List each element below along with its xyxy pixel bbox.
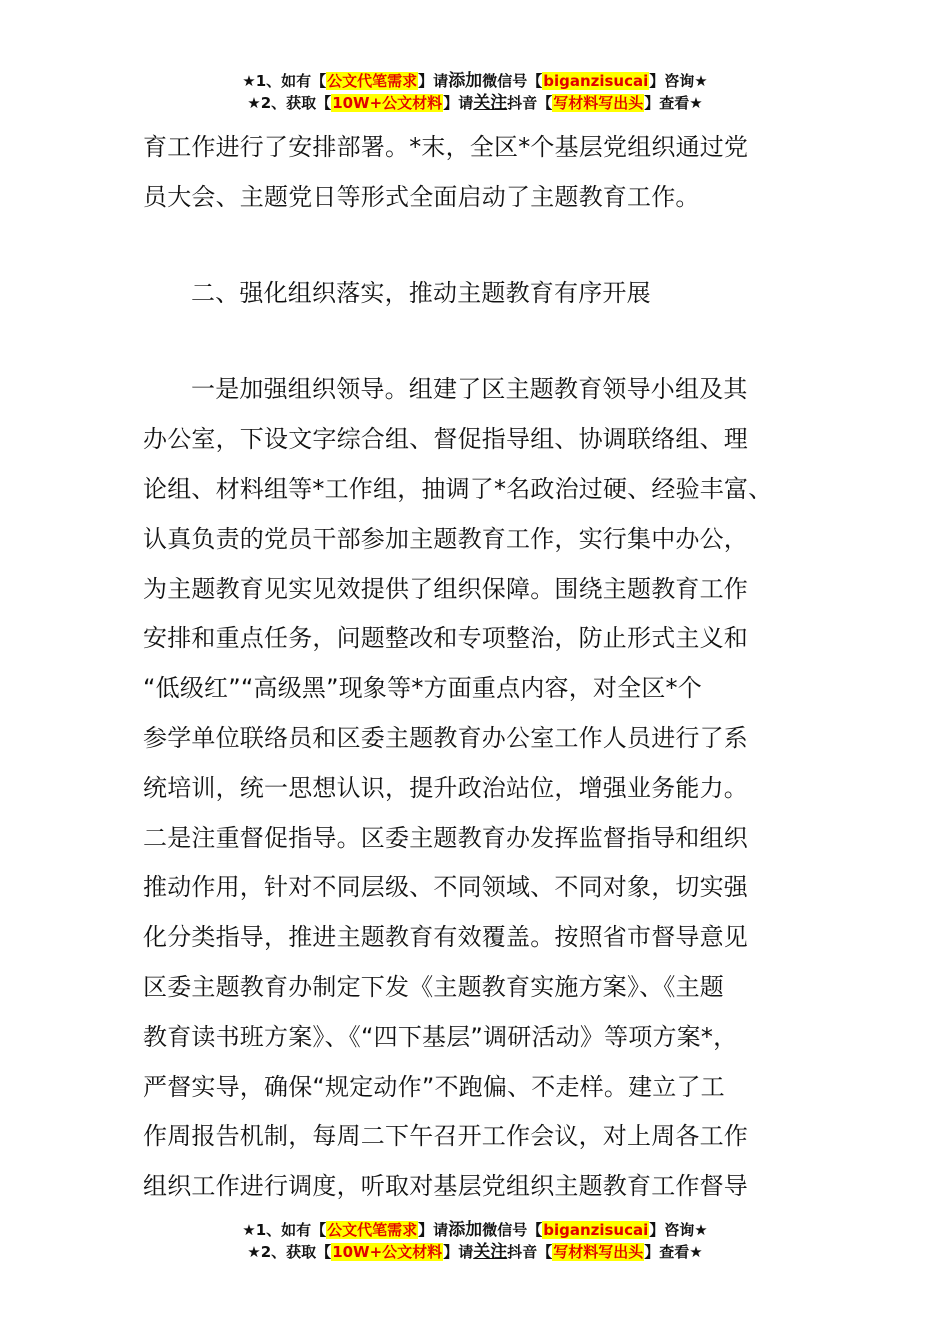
text-line: 安排和重点任务，问题整改和专项整治，防止形式主义和: [143, 624, 748, 653]
text-line: 区委主题教育办制定下发《主题教育实施方案》、《主题: [143, 972, 724, 1001]
text-line: 教育读书班方案》、《“四下基层”调研活动》等项方案*，: [143, 1022, 738, 1051]
paragraph-gap: [143, 318, 815, 365]
banner-highlight: 10W+公文材料: [332, 94, 443, 112]
banner-line-2: [0, 1241, 950, 1263]
banner-text: ★1、如有【: [242, 72, 327, 90]
banner-highlight: 写材料写出头: [553, 1243, 644, 1261]
banner-text: 】查看★: [644, 1243, 703, 1261]
text-line: 推动作用，针对不同层级、不同领域、不同对象，切实强: [143, 873, 748, 902]
banner-emphasis: 关注: [473, 1242, 508, 1262]
text-line: 二是注重督促指导。区委主题教育办发挥监督指导和组织: [143, 823, 748, 852]
document-body: [143, 123, 815, 1212]
banner-highlight: biganzisucai: [543, 72, 649, 90]
banner-line-2: [0, 92, 950, 114]
banner-text: 】请: [443, 1243, 474, 1261]
banner-text: ★2、获取【: [247, 94, 332, 112]
text-line: 论组、材料组等*工作组，抽调了*名政治过硬、经验丰富、: [143, 474, 773, 503]
paragraph-gap: [143, 223, 815, 269]
text-line: 统培训，统一思想认识，提升政治站位，增强业务能力。: [143, 773, 748, 802]
text-line: 组织工作进行调度，听取对基层党组织主题教育工作督导: [143, 1172, 748, 1201]
banner-text: 微信号【: [482, 1221, 543, 1239]
banner-highlight: 公文代笔需求: [327, 1221, 418, 1239]
banner-text: 】请: [418, 72, 449, 90]
text-line: “低级红”“高级黑”现象等*方面重点内容，对全区*个: [143, 674, 702, 703]
banner-text: ★2、获取【: [247, 1243, 332, 1261]
banner-text: 】咨询★: [649, 1221, 708, 1239]
top-banner: [0, 70, 950, 114]
banner-emphasis: 添加: [448, 71, 483, 91]
text-line: 严督实导，确保“规定动作”不跑偏、不走样。建立了工: [143, 1072, 725, 1101]
text-line: 为主题教育见实见效提供了组织保障。围绕主题教育工作: [143, 574, 748, 603]
banner-text: 】请: [418, 1221, 449, 1239]
banner-line-1: [0, 1219, 950, 1241]
text-line: 育工作进行了安排部署。*末，全区*个基层党组织通过党: [143, 133, 749, 161]
banner-text: 】查看★: [644, 94, 703, 112]
banner-text: 抖音【: [507, 1243, 553, 1261]
text-line: 认真负责的党员干部参加主题教育工作，实行集中办公，: [143, 524, 748, 553]
text-line: 员大会、主题党日等形式全面启动了主题教育工作。: [143, 182, 700, 211]
text-line: 化分类指导，推进主题教育有效覆盖。按照省市督导意见: [143, 923, 748, 952]
banner-emphasis: 关注: [473, 93, 508, 113]
banner-text: 】请: [443, 94, 474, 112]
bottom-banner: [0, 1219, 950, 1263]
banner-text: 抖音【: [507, 94, 553, 112]
banner-text: 】咨询★: [649, 72, 708, 90]
banner-highlight: 10W+公文材料: [332, 1243, 443, 1261]
banner-highlight: 写材料写出头: [553, 94, 644, 112]
text-line: 参学单位联络员和区委主题教育办公室工作人员进行了系: [143, 723, 748, 752]
banner-line-1: [0, 70, 950, 92]
text-line: 作周报告机制，每周二下午召开工作会议，对上周各工作: [143, 1122, 748, 1151]
text-line: 一是加强组织领导。组建了区主题教育领导小组及其: [191, 375, 748, 404]
banner-highlight: 公文代笔需求: [327, 72, 418, 90]
section-heading: 二、强化组织落实，推动主题教育有序开展: [191, 278, 651, 307]
banner-text: ★1、如有【: [242, 1221, 327, 1239]
banner-emphasis: 添加: [448, 1220, 483, 1240]
text-line: 办公室，下设文字综合组、督促指导组、协调联络组、理: [143, 425, 748, 454]
banner-highlight: biganzisucai: [543, 1221, 649, 1239]
banner-text: 微信号【: [482, 72, 543, 90]
